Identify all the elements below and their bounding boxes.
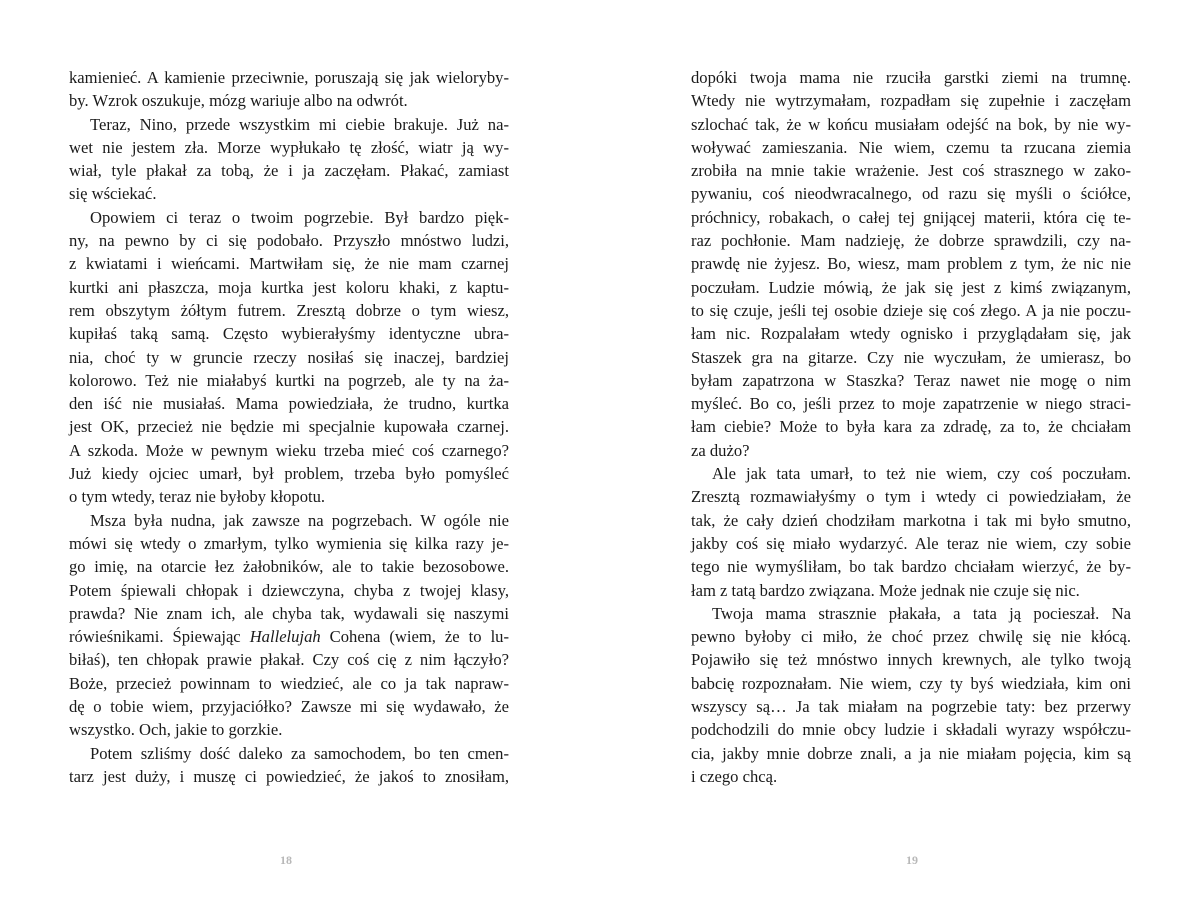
text-line: się wściekać.	[69, 184, 157, 204]
text-line: tarz jest duży, i muszę ci powiedzieć, że jakoś to znosiłam,	[69, 766, 509, 786]
text-line: go imię, na otarcie łez żałobników, ale to takie bezosobowe.	[69, 557, 509, 577]
text-line: Zresztą rozmawiałyśmy o tym i wtedy ci powiedziałam, że	[691, 487, 1131, 507]
text-line: wszyscy są… Ja tak miałam na pogrzebie taty: bez przerwy	[691, 697, 1131, 717]
left-page-text	[69, 66, 509, 788]
text-line	[69, 625, 509, 648]
text-line: Wtedy nie wytrzymałam, rozpadłam się zupełnie i zaczęłam	[691, 91, 1131, 111]
text-line: i czego chcą.	[691, 766, 778, 786]
text-line: Ale jak tata umarł, to też nie wiem, czy coś poczułam.	[712, 464, 1131, 484]
text-line: z kwiatami i wieńcami. Martwiłam się, że nie mam czarnej	[69, 254, 509, 274]
text-line: Już kiedy ojciec umarł, był problem, trzeba było pomyśleć	[69, 464, 509, 484]
text-line: Opowiem ci teraz o twoim pogrzebie. Był bardzo pięk-	[90, 207, 509, 227]
text-line: A szkoda. Może w pewnym wieku trzeba mieć coś czarnego?	[69, 440, 509, 460]
text-line: kupiłaś taką samą. Często wybierałyśmy identyczne ubra-	[69, 324, 509, 344]
text-line: zrobiła na mnie takie wrażenie. Jest coś strasznego w zako-	[691, 161, 1131, 181]
text-line: by. Wzrok oszukuje, mózg wariuje albo na odwrót.	[69, 91, 408, 111]
text-line: mówi się wtedy o zmarłym, tylko wymienia się kilka razy je-	[69, 533, 509, 553]
text-line: raz pochłonie. Mam nadzieję, że dobrze sprawdzili, czy na-	[691, 231, 1131, 251]
text-line: łam z tatą bardzo związana. Może jednak nie czuje się nic.	[691, 580, 1080, 600]
text-line: poczułam. Ludzie mówią, że jak się jest z kimś związanym,	[691, 277, 1131, 297]
text-line: tego nie wymyśliłam, bo tak bardzo chciałam wierzyć, że by-	[691, 557, 1131, 577]
text-line: łam ciebie? Może to była kara za zdradę, za to, że chciałam	[691, 417, 1131, 437]
text-line: prawda? Nie znam ich, ale chyba tak, wydawali się naszymi	[69, 603, 509, 623]
text-line: Potem szliśmy dość daleko za samochodem, bo ten cmen-	[90, 743, 509, 763]
text-line: wszystko. Och, jakie to gorzkie.	[69, 720, 283, 740]
text-line: szlochać tak, że w końcu musiałam odejść na bok, by nie wy-	[691, 114, 1131, 134]
text-line: pywaniu, coś nieodwracalnego, od razu się myśli o ściółce,	[691, 184, 1131, 204]
text-line: to się czuje, jeśli tej osobie dzieje się coś złego. A ja nie poczu-	[691, 300, 1131, 320]
text-line: łam nic. Rozpalałam wtedy ognisko i przyglądałam się, jak	[691, 324, 1131, 344]
text-line: pewno byłoby ci miło, że choć przez chwilę się nie kłócą.	[691, 627, 1131, 647]
text-line: kurtki ani płaszcza, moja kurtka jest koloru khaki, z kaptu-	[69, 277, 509, 297]
text-line: za dużo?	[691, 440, 750, 460]
text-line: nia, choć ty w gruncie rzeczy nosiłaś się inaczej, bardziej	[69, 347, 509, 367]
text-line: woływać zamieszania. Nie wiem, czemu ta rzucana ziemia	[691, 137, 1131, 157]
text-line: tak, że cały dzień chodziłam markotna i tak mi było smutno,	[691, 510, 1131, 530]
text-line: biłaś), ten chłopak prawie płakał. Czy coś cię z nim łączyło?	[69, 650, 509, 670]
text-line: Msza była nudna, jak zawsze na pogrzebach. W ogóle nie	[90, 510, 509, 530]
text-line: dę o tobie wiem, przyjaciółko? Zawsze mi się wydawało, że	[69, 697, 509, 717]
text-line: o tym wtedy, teraz nie byłoby kłopotu.	[69, 487, 326, 507]
text-line: kamienieć. A kamienie przeciwnie, poruszają się jak wieloryby-	[69, 68, 509, 87]
text-line: kolorowo. Też nie miałabyś kurtki na pogrzeb, ale ty na ża-	[69, 370, 509, 390]
text-line: Teraz, Nino, przede wszystkim mi ciebie brakuje. Już na-	[90, 114, 509, 134]
text-line: cia, jakby mnie dobrze znali, a ja nie miałam pojęcia, kim są	[691, 743, 1131, 763]
text-segment: Cohena (wiem, że to lu-	[320, 627, 509, 647]
text-line: babcię rozpoznałam. Nie wiem, czy ty byś wiedziała, kim oni	[691, 673, 1131, 693]
text-line: wet nie jestem zła. Morze wypłukało tę złość, wiatr ją wy-	[69, 137, 509, 157]
text-line: jakby coś się miało wydarzyć. Ale teraz nie wiem, czy sobie	[691, 533, 1131, 553]
text-segment: rówieśnikami. Śpiewając	[69, 627, 250, 647]
text-line: den iść nie musiałaś. Mama powiedziała, że trudno, kurtka	[69, 394, 509, 414]
text-line: dopóki twoja mama nie rzuciła garstki ziemi na trumnę.	[691, 68, 1131, 87]
text-line: wiał, tyle płakał za tobą, że i ja zaczęłam. Płakać, zamiast	[69, 161, 509, 181]
text-line: byłam zapatrzona w Staszka? Teraz nawet nie mogę o nim	[691, 370, 1131, 390]
text-line: Pojawiło się też mnóstwo innych krewnych, ale tylko twoją	[691, 650, 1131, 670]
text-line: Twoja mama strasznie płakała, a tata ją pocieszał. Na	[712, 603, 1131, 623]
text-line: Potem śpiewali chłopak i dziewczyna, chyba z twojej klasy,	[69, 580, 509, 600]
text-line: Staszek gra na gitarze. Czy nie wyczułam, że umierasz, bo	[691, 347, 1131, 367]
right-page-text	[691, 66, 1131, 788]
text-line: próchnicy, robakach, o całej tej gnijącej materii, która cię te-	[691, 207, 1131, 227]
text-line: prawdę nie żyjesz. Bo, wiesz, mam problem z tym, że nic nie	[691, 254, 1131, 274]
page-number-right: 19	[906, 853, 918, 867]
text-line: podchodzili do mnie obcy ludzie i składali wyrazy współczu-	[691, 720, 1131, 740]
text-line: rem obszytym żółtym futrem. Zresztą dobrze o tym wiesz,	[69, 300, 509, 320]
page-number-left: 18	[280, 853, 292, 867]
text-line: jest OK, przecież nie będzie mi specjalnie kupowała czarnej.	[69, 417, 509, 437]
text-line: Boże, przecież powinnam to wiedzieć, ale co ja tak napraw-	[69, 673, 509, 693]
italic-title: Hallelujah	[249, 627, 321, 647]
text-line: ny, na pewno by ci się podobało. Przyszło mnóstwo ludzi,	[69, 231, 509, 251]
text-line: myśleć. Bo co, jeśli przez to moje zapatrzenie w niego straci-	[691, 394, 1131, 414]
